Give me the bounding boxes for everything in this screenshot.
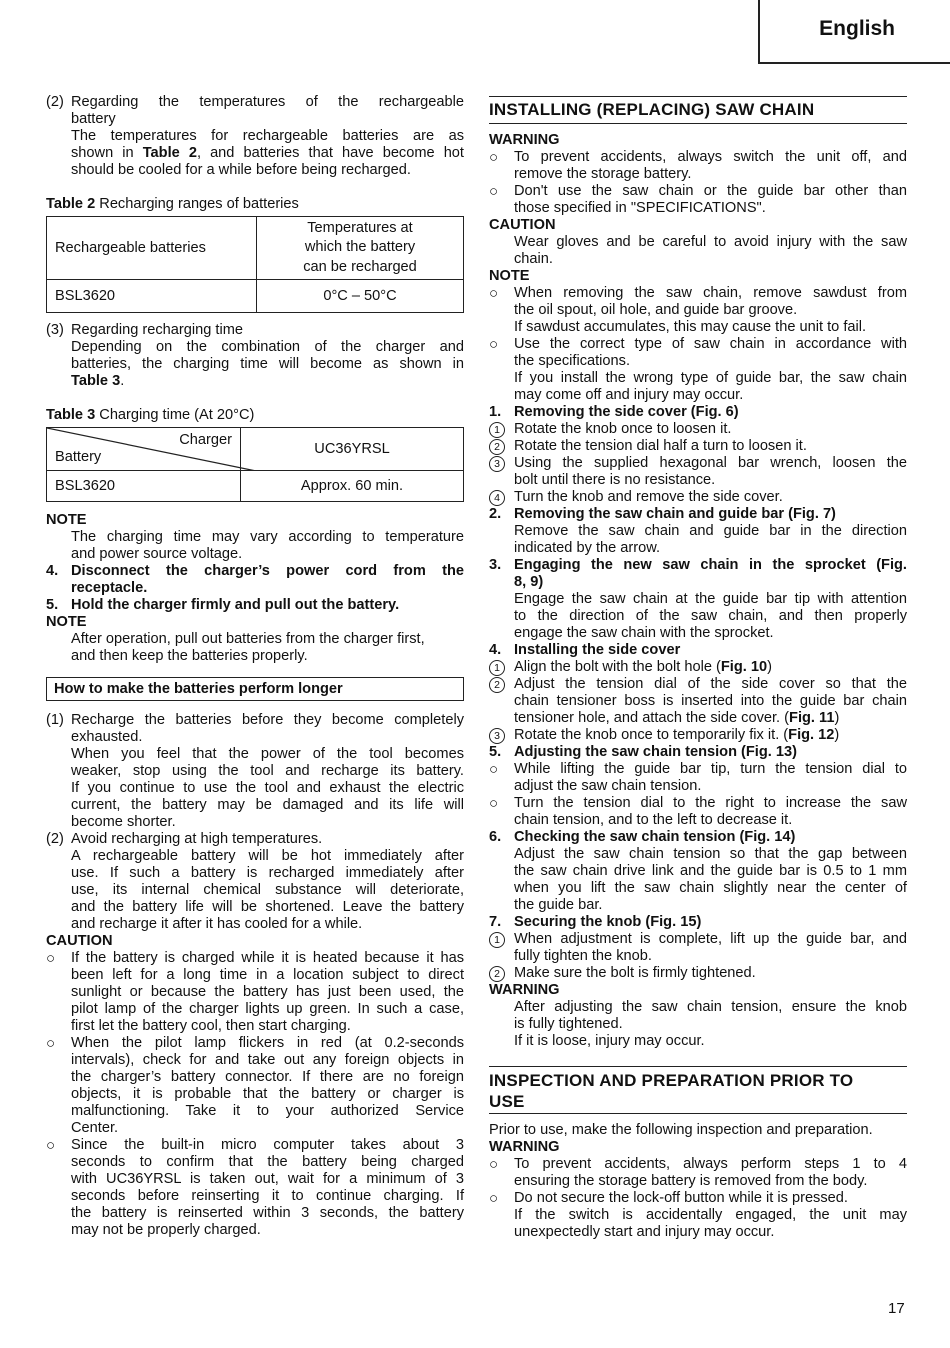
text-line: sunlight or because the battery has just been used, the [71, 984, 464, 1000]
text-line: with UC36YRSL is taken out, wait for a minimum of 3 [71, 1171, 464, 1187]
text-line: indicated by the arrow. [514, 540, 661, 556]
table-cell: BSL3620 [47, 471, 241, 502]
step-number: 4. [46, 563, 59, 579]
bullet-circle-icon: ○ [489, 1156, 499, 1173]
text-line: Since the built-in micro computer takes about 3 [71, 1137, 464, 1153]
text-line: Avoid recharging at high temperatures. [71, 831, 323, 847]
text-line: To prevent accidents, always perform steps 1 to 4 [514, 1156, 907, 1172]
text-line: If it is loose, injury may occur. [514, 1033, 705, 1049]
text-line: shown in Table 2, and batteries that have become hot [71, 145, 464, 161]
text-line: chain tensioner boss is inserted into the guide bar chain [514, 693, 907, 709]
text-line: use. If such a battery is recharged immediately after [71, 865, 464, 881]
text-line: unexpectedly start and injury may occur. [514, 1224, 775, 1240]
table-cell: 0°C – 50°C [257, 280, 464, 313]
text-line: may not be properly charged. [71, 1222, 261, 1238]
step-title: receptacle. [71, 580, 148, 596]
table-2 [46, 216, 464, 313]
circled-number-icon: 1 [489, 659, 907, 676]
step-number: 1. [489, 404, 502, 420]
text-line: Rotate the knob once to temporarily fix it. (Fig. 12) [514, 727, 840, 743]
table2-caption: Table 2 Recharging ranges of batteries [46, 196, 299, 212]
text-line: When removing the saw chain, remove sawdust from [514, 285, 907, 301]
text-line: When the pilot lamp flickers in red (at 0.2-seconds [71, 1035, 464, 1051]
bullet-circle-icon: ○ [46, 1035, 56, 1052]
note-label: NOTE [489, 268, 530, 284]
text-line: battery [71, 111, 116, 127]
warning-label: WARNING [489, 982, 560, 998]
table3-caption: Table 3 Charging time (At 20°C) [46, 407, 255, 423]
text-line: to the direction of the saw chain, and then properly [514, 608, 907, 624]
circled-number-icon: 2 [489, 438, 907, 455]
note-label: NOTE [46, 614, 87, 630]
section-rule [489, 96, 907, 97]
text-line: bolt until there is no resistance. [514, 472, 716, 488]
text-line: ensuring the storage battery is removed from the body. [514, 1173, 868, 1189]
warning-label: WARNING [489, 1139, 560, 1155]
table-cell: Approx. 60 min. [241, 471, 464, 502]
step-title: Checking the saw chain tension (Fig. 14) [514, 829, 796, 845]
text-line: Use the correct type of saw chain in accordance with [514, 336, 907, 352]
text-line: the guide bar. [514, 897, 603, 913]
caution-label: CAUTION [489, 217, 556, 233]
bullet-circle-icon: ○ [46, 950, 56, 967]
table-3 [46, 427, 464, 502]
note-label: NOTE [46, 512, 87, 528]
text-line: those specified in "SPECIFICATIONS". [514, 200, 766, 216]
circled-number-icon: 2 [489, 965, 907, 982]
text-line: After operation, pull out batteries from the charger first, [71, 631, 425, 647]
step-number: 3. [489, 557, 502, 573]
text-line: engage the saw chain with the sprocket. [514, 625, 774, 641]
section-rule [489, 1113, 907, 1114]
text-line: become shorter. [71, 814, 176, 830]
text-line: Rotate the knob once to loosen it. [514, 421, 732, 437]
text-line: seconds before reinserting it to continue charging. If [71, 1188, 464, 1204]
text-line: current, the battery may be damaged and its life will [71, 797, 464, 813]
text-line: adjust the saw chain tension. [514, 778, 702, 794]
text-line: chain. [514, 251, 553, 267]
text-line: A rechargeable battery will be hot immediately after [71, 848, 464, 864]
item-number: (1) [46, 712, 64, 728]
warning-label: WARNING [489, 132, 560, 148]
step-title: Removing the side cover (Fig. 6) [514, 404, 739, 420]
text-line: should be cooled for a while before being recharged. [71, 162, 411, 178]
text-line: If you install the wrong type of guide bar, the saw chain [514, 370, 907, 386]
step-title: Disconnect the charger’s power cord from the [71, 563, 464, 579]
step-number: 2. [489, 506, 502, 522]
text-line: and power source voltage. [71, 546, 243, 562]
text-line: the battery is reinserted within 3 seconds, the battery [71, 1205, 464, 1221]
boxed-heading: How to make the batteries perform longer [46, 677, 464, 701]
section-title: INSPECTION AND PREPARATION PRIOR TO USE [489, 1071, 854, 1111]
text-line: exhausted. [71, 729, 143, 745]
text-line: the saw chain drive link and the guide bar is 0.5 to 1 mm [514, 863, 907, 879]
text-line: Engage the saw chain at the guide bar tip with attention [514, 591, 907, 607]
text-line: Center. [71, 1120, 119, 1136]
table-header-cell: Rechargeable batteries [47, 217, 257, 280]
text-line: is fully tightened. [514, 1016, 623, 1032]
text-line: If sawdust accumulates, this may cause the unit to fail. [514, 319, 867, 335]
text-line: malfunctioning. Take it to your authorized Service [71, 1103, 464, 1119]
text-line: Adjust the saw chain tension so that the gap between [514, 846, 907, 862]
section-title: INSTALLING (REPLACING) SAW CHAIN [489, 100, 815, 119]
text-line: Using the supplied hexagonal bar wrench, loosen the [514, 455, 907, 471]
section-rule [489, 123, 907, 124]
bullet-circle-icon: ○ [489, 285, 499, 302]
language-label: English [819, 17, 895, 40]
circled-number-icon: 1 [489, 931, 907, 948]
text-line: Turn the tension dial to the right to increase the saw [514, 795, 907, 811]
step-number: 4. [489, 642, 502, 658]
circled-number-icon: 3 [489, 455, 907, 472]
text-line: weaker, stop using the tool and recharge its battery. [71, 763, 464, 779]
text-line: If the battery is charged while it is heated because it has [71, 950, 464, 966]
text-line: been left for a long time in a location subject to direct [71, 967, 464, 983]
text-line: and the battery life will be shortened. Leave the battery [71, 899, 464, 915]
circled-number-icon: 4 [489, 489, 907, 506]
text-line: Recharge the batteries before they become completely [71, 712, 464, 728]
text-line: If you continue to use the tool and exhaust the electric [71, 780, 464, 796]
text-line: first let the battery cool, then start charging. [71, 1018, 351, 1034]
step-number: 5. [46, 597, 59, 613]
text-line: seconds to confirm that the battery being charged [71, 1154, 464, 1170]
text-line: and recharge it after it has cooled for a while. [71, 916, 363, 932]
text-line: Make sure the bolt is firmly tightened. [514, 965, 756, 981]
text-line: when you lift the saw chain slightly near the center of [514, 880, 907, 896]
text-line: and then keep the batteries properly. [71, 648, 308, 664]
text-line: may come off and injury may occur. [514, 387, 744, 403]
text-line: Turn the knob and remove the side cover. [514, 489, 783, 505]
step-number: 6. [489, 829, 502, 845]
text-line: Adjust the tension dial of the side cover so that the [514, 676, 907, 692]
text-line: Align the bolt with the bolt hole (Fig. 10) [514, 659, 772, 675]
text-line: Depending on the combination of the charger and [71, 339, 464, 355]
bullet-circle-icon: ○ [489, 183, 499, 200]
table-header-cell: Temperatures at which the battery can be recharged [257, 217, 464, 280]
text-line: To prevent accidents, always switch the unit off, and [514, 149, 907, 165]
step-title: Hold the charger firmly and pull out the battery. [71, 597, 400, 613]
text-line: objects, it is probable that the battery or charger is [71, 1086, 464, 1102]
item-number: (2) [46, 831, 64, 847]
step-title: Adjusting the saw chain tension (Fig. 13) [514, 744, 797, 760]
text-line: the oil spout, oil hole, and guide bar groove. [514, 302, 798, 318]
step-number: 5. [489, 744, 502, 760]
table-diagonal-cell [47, 428, 241, 471]
page-number: 17 [888, 1300, 905, 1317]
table-header-cell: UC36YRSL [241, 428, 464, 471]
item-number: (2) [46, 94, 64, 110]
caution-label: CAUTION [46, 933, 113, 949]
bullet-circle-icon: ○ [46, 1137, 56, 1154]
text-line: Regarding recharging time [71, 322, 243, 338]
text-line: The temperatures for rechargeable batteries are as [71, 128, 464, 144]
text-line: Wear gloves and be careful to avoid injury with the saw [514, 234, 907, 250]
bullet-circle-icon: ○ [489, 761, 499, 778]
text-line: the specifications. [514, 353, 631, 369]
text-line: Do not secure the lock-off button while it is pressed. [514, 1190, 848, 1206]
text-line: If the switch is accidentally engaged, the unit may [514, 1207, 907, 1223]
text-line: While lifting the guide bar tip, turn the tension dial to [514, 761, 907, 777]
section-rule [489, 1066, 907, 1067]
text-line: remove the storage battery. [514, 166, 692, 182]
text-line: When you feel that the power of the tool becomes [71, 746, 464, 762]
table-cell: BSL3620 [47, 280, 257, 313]
text-line: use, its internal chemical substance will deteriorate, [71, 882, 464, 898]
circled-number-icon: 2 [489, 676, 907, 693]
text-line: Don't use the saw chain or the guide bar other than [514, 183, 907, 199]
step-title: Installing the side cover [514, 642, 681, 658]
step-number: 7. [489, 914, 502, 930]
text-line: Prior to use, make the following inspection and preparation. [489, 1122, 873, 1138]
text-line: Table 3. [71, 373, 125, 389]
item-number: (3) [46, 322, 64, 338]
text-line: tensioner hole, and attach the side cover. (Fig. 11) [514, 710, 840, 726]
table-header-cell: Charger [179, 432, 232, 448]
step-title: 8, 9) [514, 574, 544, 590]
text-line: intervals), check for and take out any foreign objects in [71, 1052, 464, 1068]
text-line: fully tighten the knob. [514, 948, 652, 964]
bullet-circle-icon: ○ [489, 795, 499, 812]
text-line: the charger’s battery connector. If there are no foreign [71, 1069, 464, 1085]
table-header-cell: Battery [55, 449, 102, 465]
circled-number-icon: 3 [489, 727, 907, 744]
bullet-circle-icon: ○ [489, 1190, 499, 1207]
step-title: Engaging the new saw chain in the sprocket (Fig. [514, 557, 907, 573]
text-line: batteries, the charging time will become as shown in [71, 356, 464, 372]
text-line: Remove the saw chain and guide bar in the direction [514, 523, 907, 539]
text-line: pilot lamp of the charger lights up green. In such a case, [71, 1001, 464, 1017]
bullet-circle-icon: ○ [489, 149, 499, 166]
text-line: When adjustment is complete, lift up the guide bar, and [514, 931, 907, 947]
circled-number-icon: 1 [489, 421, 907, 438]
text-line: Regarding the temperatures of the rechargeable [71, 94, 464, 110]
text-line: The charging time may vary according to temperature [71, 529, 464, 545]
language-tab [758, 0, 950, 64]
text-line: After adjusting the saw chain tension, ensure the knob [514, 999, 907, 1015]
step-title: Securing the knob (Fig. 15) [514, 914, 702, 930]
bullet-circle-icon: ○ [489, 336, 499, 353]
text-line: Rotate the tension dial half a turn to loosen it. [514, 438, 807, 454]
text-line: chain tension, and to the left to decrease it. [514, 812, 793, 828]
step-title: Removing the saw chain and guide bar (Fig. 7) [514, 506, 836, 522]
